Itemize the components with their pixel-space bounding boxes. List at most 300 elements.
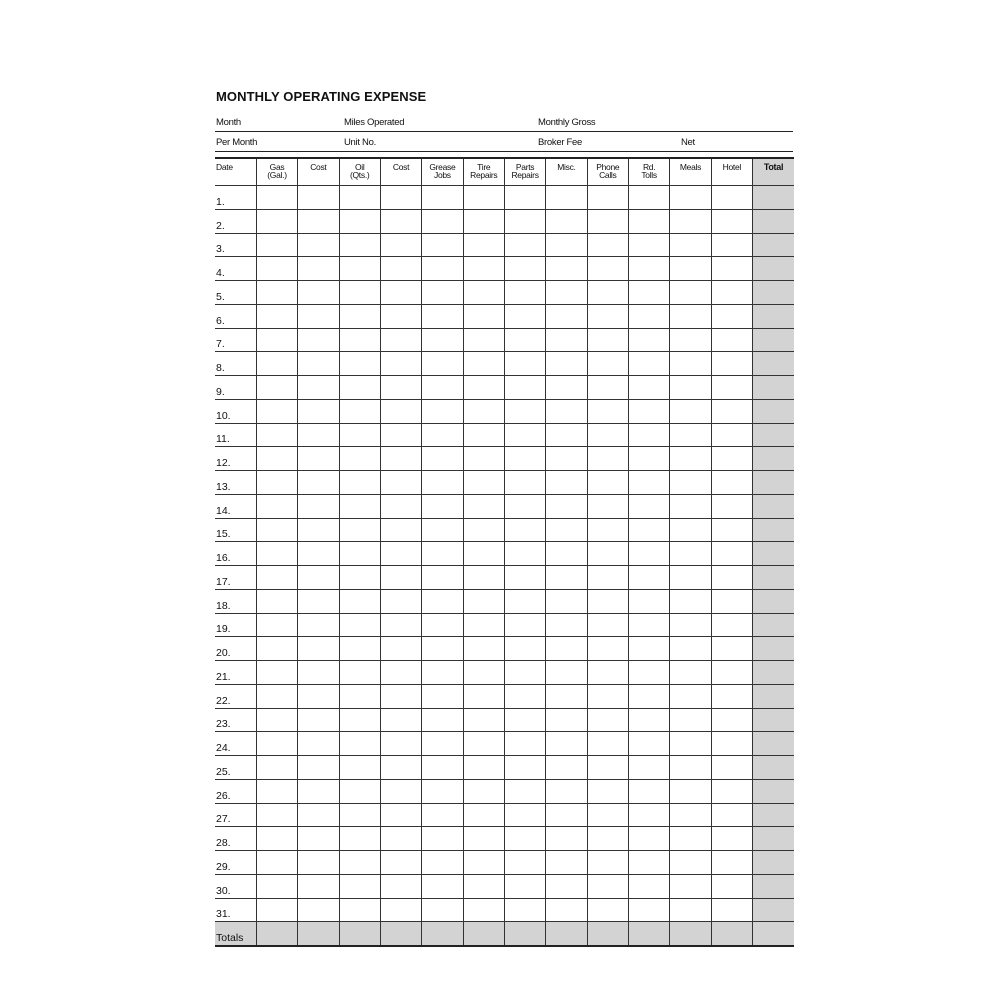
- entry-cell[interactable]: [463, 281, 504, 305]
- entry-cell[interactable]: [628, 399, 669, 423]
- entry-cell[interactable]: [587, 589, 628, 613]
- entry-cell[interactable]: [546, 684, 587, 708]
- entry-cell[interactable]: [298, 471, 339, 495]
- entry-cell[interactable]: [670, 518, 711, 542]
- entry-cell[interactable]: [628, 494, 669, 518]
- entry-cell[interactable]: [463, 376, 504, 400]
- net-field[interactable]: Net: [681, 137, 695, 148]
- entry-cell[interactable]: [339, 423, 380, 447]
- entry-cell[interactable]: [546, 304, 587, 328]
- entry-cell[interactable]: [463, 708, 504, 732]
- entry-cell[interactable]: [711, 708, 752, 732]
- entry-cell[interactable]: [298, 827, 339, 851]
- total-cell[interactable]: [752, 661, 794, 685]
- entry-cell[interactable]: [256, 494, 297, 518]
- entry-cell[interactable]: [546, 281, 587, 305]
- entry-cell[interactable]: [587, 352, 628, 376]
- entry-cell[interactable]: [422, 851, 463, 875]
- entry-cell[interactable]: [298, 684, 339, 708]
- entry-cell[interactable]: [670, 922, 711, 946]
- entry-cell[interactable]: [670, 376, 711, 400]
- entry-cell[interactable]: [339, 542, 380, 566]
- entry-cell[interactable]: [711, 471, 752, 495]
- entry-cell[interactable]: [628, 281, 669, 305]
- entry-cell[interactable]: [546, 257, 587, 281]
- total-cell[interactable]: [752, 471, 794, 495]
- entry-cell[interactable]: [628, 779, 669, 803]
- entry-cell[interactable]: [380, 851, 421, 875]
- entry-cell[interactable]: [339, 281, 380, 305]
- total-cell[interactable]: [752, 376, 794, 400]
- entry-cell[interactable]: [298, 874, 339, 898]
- entry-cell[interactable]: [463, 661, 504, 685]
- entry-cell[interactable]: [504, 566, 545, 590]
- entry-cell[interactable]: [711, 756, 752, 780]
- entry-cell[interactable]: [380, 756, 421, 780]
- total-cell[interactable]: [752, 708, 794, 732]
- entry-cell[interactable]: [298, 898, 339, 922]
- total-cell[interactable]: [752, 684, 794, 708]
- entry-cell[interactable]: [711, 732, 752, 756]
- entry-cell[interactable]: [339, 209, 380, 233]
- entry-cell[interactable]: [711, 922, 752, 946]
- entry-cell[interactable]: [256, 922, 297, 946]
- entry-cell[interactable]: [298, 708, 339, 732]
- entry-cell[interactable]: [422, 589, 463, 613]
- entry-cell[interactable]: [670, 471, 711, 495]
- entry-cell[interactable]: [256, 566, 297, 590]
- entry-cell[interactable]: [587, 186, 628, 210]
- entry-cell[interactable]: [587, 304, 628, 328]
- miles-operated-field[interactable]: Miles Operated: [344, 117, 405, 128]
- entry-cell[interactable]: [463, 447, 504, 471]
- entry-cell[interactable]: [463, 566, 504, 590]
- entry-cell[interactable]: [422, 684, 463, 708]
- unit-no-field[interactable]: Unit No.: [344, 137, 376, 148]
- entry-cell[interactable]: [587, 257, 628, 281]
- entry-cell[interactable]: [339, 566, 380, 590]
- entry-cell[interactable]: [587, 281, 628, 305]
- total-cell[interactable]: [752, 494, 794, 518]
- entry-cell[interactable]: [504, 827, 545, 851]
- entry-cell[interactable]: [587, 233, 628, 257]
- entry-cell[interactable]: [298, 589, 339, 613]
- entry-cell[interactable]: [380, 827, 421, 851]
- total-cell[interactable]: [752, 209, 794, 233]
- entry-cell[interactable]: [670, 684, 711, 708]
- entry-cell[interactable]: [504, 542, 545, 566]
- entry-cell[interactable]: [256, 352, 297, 376]
- entry-cell[interactable]: [628, 613, 669, 637]
- entry-cell[interactable]: [546, 399, 587, 423]
- entry-cell[interactable]: [587, 399, 628, 423]
- total-cell[interactable]: [752, 304, 794, 328]
- entry-cell[interactable]: [422, 257, 463, 281]
- entry-cell[interactable]: [422, 661, 463, 685]
- total-cell[interactable]: [752, 423, 794, 447]
- entry-cell[interactable]: [380, 471, 421, 495]
- entry-cell[interactable]: [422, 898, 463, 922]
- entry-cell[interactable]: [546, 874, 587, 898]
- entry-cell[interactable]: [256, 803, 297, 827]
- entry-cell[interactable]: [380, 732, 421, 756]
- entry-cell[interactable]: [587, 494, 628, 518]
- entry-cell[interactable]: [587, 803, 628, 827]
- entry-cell[interactable]: [587, 684, 628, 708]
- entry-cell[interactable]: [587, 851, 628, 875]
- entry-cell[interactable]: [628, 922, 669, 946]
- entry-cell[interactable]: [628, 661, 669, 685]
- entry-cell[interactable]: [422, 281, 463, 305]
- entry-cell[interactable]: [670, 803, 711, 827]
- entry-cell[interactable]: [628, 542, 669, 566]
- entry-cell[interactable]: [256, 874, 297, 898]
- total-cell[interactable]: [752, 186, 794, 210]
- entry-cell[interactable]: [256, 851, 297, 875]
- total-cell[interactable]: [752, 779, 794, 803]
- entry-cell[interactable]: [546, 186, 587, 210]
- entry-cell[interactable]: [711, 186, 752, 210]
- entry-cell[interactable]: [711, 447, 752, 471]
- entry-cell[interactable]: [339, 352, 380, 376]
- entry-cell[interactable]: [463, 257, 504, 281]
- total-cell[interactable]: [752, 589, 794, 613]
- entry-cell[interactable]: [670, 304, 711, 328]
- entry-cell[interactable]: [422, 376, 463, 400]
- entry-cell[interactable]: [339, 874, 380, 898]
- entry-cell[interactable]: [256, 304, 297, 328]
- entry-cell[interactable]: [256, 399, 297, 423]
- entry-cell[interactable]: [504, 708, 545, 732]
- entry-cell[interactable]: [546, 352, 587, 376]
- entry-cell[interactable]: [463, 399, 504, 423]
- entry-cell[interactable]: [628, 803, 669, 827]
- entry-cell[interactable]: [670, 494, 711, 518]
- entry-cell[interactable]: [256, 423, 297, 447]
- entry-cell[interactable]: [422, 922, 463, 946]
- entry-cell[interactable]: [380, 376, 421, 400]
- entry-cell[interactable]: [587, 708, 628, 732]
- entry-cell[interactable]: [298, 494, 339, 518]
- total-cell[interactable]: [752, 756, 794, 780]
- entry-cell[interactable]: [298, 328, 339, 352]
- entry-cell[interactable]: [711, 328, 752, 352]
- total-cell[interactable]: [752, 637, 794, 661]
- entry-cell[interactable]: [711, 494, 752, 518]
- entry-cell[interactable]: [587, 756, 628, 780]
- entry-cell[interactable]: [711, 827, 752, 851]
- entry-cell[interactable]: [339, 637, 380, 661]
- entry-cell[interactable]: [711, 589, 752, 613]
- entry-cell[interactable]: [504, 898, 545, 922]
- total-cell[interactable]: [752, 898, 794, 922]
- entry-cell[interactable]: [256, 233, 297, 257]
- total-cell[interactable]: [752, 874, 794, 898]
- entry-cell[interactable]: [546, 922, 587, 946]
- entry-cell[interactable]: [628, 518, 669, 542]
- entry-cell[interactable]: [380, 209, 421, 233]
- entry-cell[interactable]: [546, 376, 587, 400]
- entry-cell[interactable]: [587, 518, 628, 542]
- entry-cell[interactable]: [256, 613, 297, 637]
- entry-cell[interactable]: [504, 447, 545, 471]
- entry-cell[interactable]: [711, 613, 752, 637]
- entry-cell[interactable]: [711, 518, 752, 542]
- entry-cell[interactable]: [587, 328, 628, 352]
- entry-cell[interactable]: [546, 803, 587, 827]
- entry-cell[interactable]: [256, 732, 297, 756]
- entry-cell[interactable]: [463, 803, 504, 827]
- entry-cell[interactable]: [504, 684, 545, 708]
- entry-cell[interactable]: [670, 661, 711, 685]
- entry-cell[interactable]: [711, 376, 752, 400]
- entry-cell[interactable]: [504, 756, 545, 780]
- entry-cell[interactable]: [298, 376, 339, 400]
- entry-cell[interactable]: [298, 233, 339, 257]
- entry-cell[interactable]: [670, 613, 711, 637]
- entry-cell[interactable]: [256, 376, 297, 400]
- entry-cell[interactable]: [298, 186, 339, 210]
- entry-cell[interactable]: [504, 803, 545, 827]
- entry-cell[interactable]: [339, 732, 380, 756]
- entry-cell[interactable]: [711, 542, 752, 566]
- entry-cell[interactable]: [587, 423, 628, 447]
- entry-cell[interactable]: [298, 281, 339, 305]
- entry-cell[interactable]: [670, 827, 711, 851]
- entry-cell[interactable]: [587, 661, 628, 685]
- entry-cell[interactable]: [298, 851, 339, 875]
- entry-cell[interactable]: [380, 874, 421, 898]
- entry-cell[interactable]: [339, 257, 380, 281]
- entry-cell[interactable]: [628, 851, 669, 875]
- entry-cell[interactable]: [504, 399, 545, 423]
- entry-cell[interactable]: [256, 708, 297, 732]
- entry-cell[interactable]: [422, 423, 463, 447]
- monthly-gross-field[interactable]: Monthly Gross: [538, 117, 596, 128]
- entry-cell[interactable]: [463, 874, 504, 898]
- entry-cell[interactable]: [546, 827, 587, 851]
- entry-cell[interactable]: [256, 589, 297, 613]
- entry-cell[interactable]: [628, 233, 669, 257]
- entry-cell[interactable]: [298, 542, 339, 566]
- total-cell[interactable]: [752, 233, 794, 257]
- entry-cell[interactable]: [422, 827, 463, 851]
- entry-cell[interactable]: [339, 328, 380, 352]
- entry-cell[interactable]: [339, 803, 380, 827]
- total-cell[interactable]: [752, 447, 794, 471]
- entry-cell[interactable]: [380, 518, 421, 542]
- entry-cell[interactable]: [339, 613, 380, 637]
- entry-cell[interactable]: [256, 328, 297, 352]
- entry-cell[interactable]: [546, 613, 587, 637]
- entry-cell[interactable]: [298, 257, 339, 281]
- entry-cell[interactable]: [256, 637, 297, 661]
- entry-cell[interactable]: [628, 898, 669, 922]
- entry-cell[interactable]: [380, 352, 421, 376]
- entry-cell[interactable]: [298, 922, 339, 946]
- entry-cell[interactable]: [587, 637, 628, 661]
- entry-cell[interactable]: [463, 233, 504, 257]
- entry-cell[interactable]: [587, 732, 628, 756]
- entry-cell[interactable]: [711, 257, 752, 281]
- entry-cell[interactable]: [463, 423, 504, 447]
- entry-cell[interactable]: [339, 779, 380, 803]
- per-month-field[interactable]: Per Month: [216, 137, 258, 148]
- entry-cell[interactable]: [504, 851, 545, 875]
- entry-cell[interactable]: [256, 257, 297, 281]
- entry-cell[interactable]: [463, 851, 504, 875]
- entry-cell[interactable]: [463, 589, 504, 613]
- entry-cell[interactable]: [422, 732, 463, 756]
- entry-cell[interactable]: [504, 209, 545, 233]
- entry-cell[interactable]: [339, 471, 380, 495]
- entry-cell[interactable]: [380, 589, 421, 613]
- entry-cell[interactable]: [504, 233, 545, 257]
- entry-cell[interactable]: [587, 471, 628, 495]
- entry-cell[interactable]: [422, 399, 463, 423]
- entry-cell[interactable]: [711, 209, 752, 233]
- entry-cell[interactable]: [587, 209, 628, 233]
- entry-cell[interactable]: [298, 803, 339, 827]
- entry-cell[interactable]: [380, 566, 421, 590]
- entry-cell[interactable]: [628, 328, 669, 352]
- entry-cell[interactable]: [628, 447, 669, 471]
- entry-cell[interactable]: [504, 257, 545, 281]
- entry-cell[interactable]: [546, 328, 587, 352]
- entry-cell[interactable]: [463, 518, 504, 542]
- entry-cell[interactable]: [256, 779, 297, 803]
- entry-cell[interactable]: [380, 233, 421, 257]
- entry-cell[interactable]: [670, 851, 711, 875]
- entry-cell[interactable]: [463, 779, 504, 803]
- entry-cell[interactable]: [422, 566, 463, 590]
- entry-cell[interactable]: [380, 922, 421, 946]
- entry-cell[interactable]: [628, 732, 669, 756]
- entry-cell[interactable]: [298, 566, 339, 590]
- entry-cell[interactable]: [670, 779, 711, 803]
- entry-cell[interactable]: [711, 637, 752, 661]
- entry-cell[interactable]: [546, 898, 587, 922]
- entry-cell[interactable]: [256, 827, 297, 851]
- entry-cell[interactable]: [587, 827, 628, 851]
- entry-cell[interactable]: [380, 328, 421, 352]
- entry-cell[interactable]: [380, 613, 421, 637]
- entry-cell[interactable]: [380, 447, 421, 471]
- entry-cell[interactable]: [504, 471, 545, 495]
- total-cell[interactable]: [752, 352, 794, 376]
- entry-cell[interactable]: [670, 542, 711, 566]
- entry-cell[interactable]: [422, 233, 463, 257]
- entry-cell[interactable]: [422, 803, 463, 827]
- entry-cell[interactable]: [463, 732, 504, 756]
- entry-cell[interactable]: [256, 756, 297, 780]
- entry-cell[interactable]: [463, 637, 504, 661]
- entry-cell[interactable]: [339, 494, 380, 518]
- entry-cell[interactable]: [380, 257, 421, 281]
- entry-cell[interactable]: [711, 684, 752, 708]
- total-cell[interactable]: [752, 922, 794, 946]
- entry-cell[interactable]: [546, 542, 587, 566]
- entry-cell[interactable]: [380, 898, 421, 922]
- entry-cell[interactable]: [504, 518, 545, 542]
- entry-cell[interactable]: [298, 304, 339, 328]
- entry-cell[interactable]: [628, 684, 669, 708]
- entry-cell[interactable]: [422, 328, 463, 352]
- entry-cell[interactable]: [628, 637, 669, 661]
- entry-cell[interactable]: [628, 589, 669, 613]
- entry-cell[interactable]: [546, 494, 587, 518]
- entry-cell[interactable]: [380, 803, 421, 827]
- entry-cell[interactable]: [587, 376, 628, 400]
- entry-cell[interactable]: [339, 851, 380, 875]
- entry-cell[interactable]: [546, 661, 587, 685]
- entry-cell[interactable]: [463, 922, 504, 946]
- entry-cell[interactable]: [339, 589, 380, 613]
- entry-cell[interactable]: [463, 471, 504, 495]
- entry-cell[interactable]: [711, 779, 752, 803]
- entry-cell[interactable]: [298, 756, 339, 780]
- entry-cell[interactable]: [298, 637, 339, 661]
- entry-cell[interactable]: [422, 708, 463, 732]
- entry-cell[interactable]: [711, 281, 752, 305]
- entry-cell[interactable]: [463, 352, 504, 376]
- total-cell[interactable]: [752, 732, 794, 756]
- entry-cell[interactable]: [380, 661, 421, 685]
- entry-cell[interactable]: [504, 637, 545, 661]
- total-cell[interactable]: [752, 827, 794, 851]
- entry-cell[interactable]: [670, 566, 711, 590]
- entry-cell[interactable]: [546, 851, 587, 875]
- entry-cell[interactable]: [339, 186, 380, 210]
- entry-cell[interactable]: [670, 186, 711, 210]
- entry-cell[interactable]: [711, 851, 752, 875]
- entry-cell[interactable]: [298, 209, 339, 233]
- entry-cell[interactable]: [504, 186, 545, 210]
- entry-cell[interactable]: [422, 186, 463, 210]
- entry-cell[interactable]: [504, 304, 545, 328]
- entry-cell[interactable]: [380, 399, 421, 423]
- entry-cell[interactable]: [298, 399, 339, 423]
- entry-cell[interactable]: [587, 779, 628, 803]
- entry-cell[interactable]: [628, 209, 669, 233]
- entry-cell[interactable]: [463, 756, 504, 780]
- month-field[interactable]: Month: [216, 117, 241, 128]
- entry-cell[interactable]: [711, 661, 752, 685]
- entry-cell[interactable]: [339, 756, 380, 780]
- entry-cell[interactable]: [628, 376, 669, 400]
- entry-cell[interactable]: [380, 304, 421, 328]
- entry-cell[interactable]: [422, 209, 463, 233]
- entry-cell[interactable]: [546, 233, 587, 257]
- entry-cell[interactable]: [298, 779, 339, 803]
- entry-cell[interactable]: [670, 423, 711, 447]
- entry-cell[interactable]: [711, 399, 752, 423]
- entry-cell[interactable]: [463, 328, 504, 352]
- entry-cell[interactable]: [380, 684, 421, 708]
- entry-cell[interactable]: [380, 708, 421, 732]
- entry-cell[interactable]: [670, 732, 711, 756]
- total-cell[interactable]: [752, 518, 794, 542]
- entry-cell[interactable]: [463, 684, 504, 708]
- entry-cell[interactable]: [628, 423, 669, 447]
- entry-cell[interactable]: [504, 376, 545, 400]
- entry-cell[interactable]: [628, 756, 669, 780]
- entry-cell[interactable]: [463, 494, 504, 518]
- entry-cell[interactable]: [256, 518, 297, 542]
- entry-cell[interactable]: [670, 589, 711, 613]
- entry-cell[interactable]: [339, 708, 380, 732]
- total-cell[interactable]: [752, 542, 794, 566]
